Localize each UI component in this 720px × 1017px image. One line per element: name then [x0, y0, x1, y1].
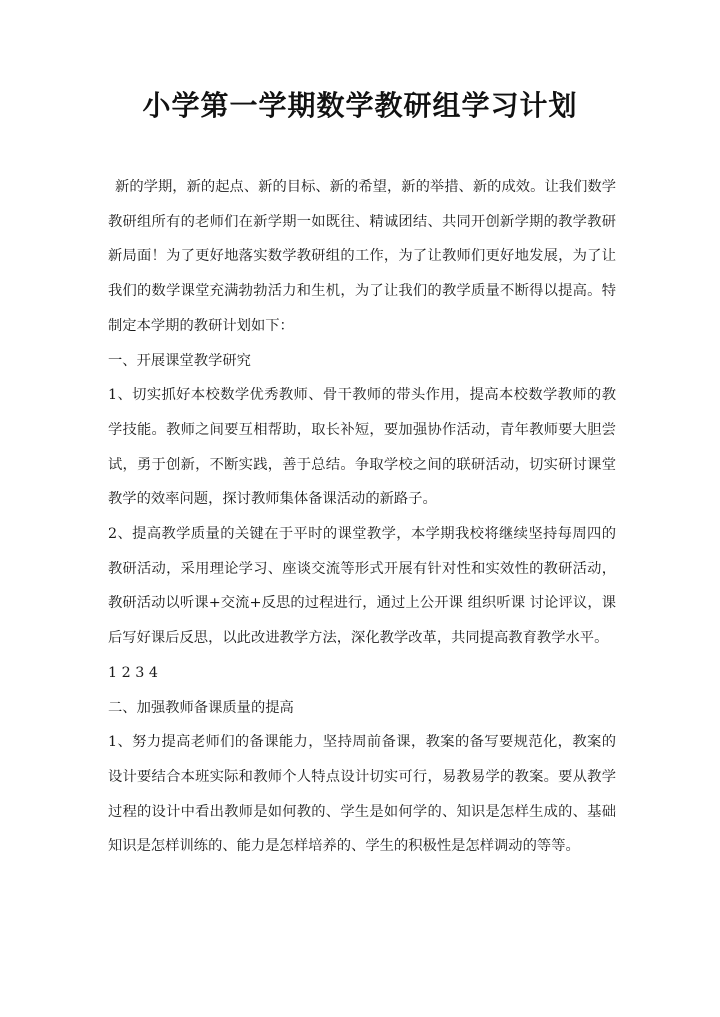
section-heading-2: 二、加强教师备课质量的提高 [108, 699, 294, 716]
intro-paragraph: 新的学期，新的起点、新的目标、新的希望，新的举措、新的成效。让我们数学教研组所有的老师们在新学期一如既往、精诚团结、共同开创新学期的教学教研新局面！为了更好地落实数学教研组的工作，为了让教师们更好地发展，为了让我们的数学课堂充满勃勃活力和生机，为了让我们的教学质量不断得以提高。特制定本学期的教研计划如下： [108, 179, 616, 334]
document-title: 小学第一学期数学教研组学习计划 [142, 89, 578, 122]
section-1-item-2: 2、提高教学质量的关键在于平时的课堂教学，本学期我校将继续坚持每周四的教研活动，采用理论学习、座谈交流等形式开展有针对性和实效性的教研活动，教研活动以听课+交流+反思的过程进行，通过上公开课 组织听课 讨论评议，课后写好课后反思，以此改进教学方法，深化教学改革，共同提高教育教学水平。 [108, 526, 616, 647]
section-1-item-1: 1、切实抓好本校数学优秀教师、骨干教师的带头作用，提高本校数学教师的教学技能。教师之间要互相帮助，取长补短，要加强协作活动，青年教师要大胆尝试，勇于创新，不断实践，善于总结。争取学校之间的联研活动，切实研讨课堂教学的效率问题，探讨教师集体备课活动的新路子。 [108, 387, 616, 508]
section-2-item-1: 1、努力提高老师们的备课能力，坚持周前备课，教案的备写要规范化，教案的设计要结合本班实际和教师个人特点设计切实可行，易教易学的教案。要从教学过程的设计中看出教师是如何教的、学生是如何学的、知识是怎样生成的、基础知识是怎样训练的、能力是怎样培养的、学生的积极性是怎样调动的等等。 [108, 734, 616, 855]
document-body [108, 170, 616, 864]
section-heading-1: 一、开展课堂教学研究 [108, 352, 251, 369]
number-sequence: 1 2 3 4 [108, 664, 159, 681]
